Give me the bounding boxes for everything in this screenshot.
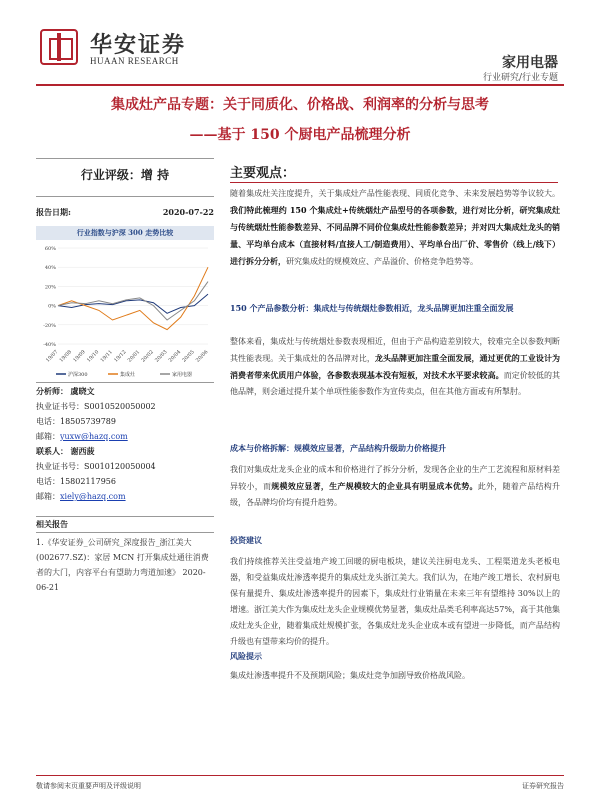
x-tick-label: 19/08 — [58, 349, 74, 364]
y-tick-label: 60% — [44, 246, 56, 252]
y-tick-label: -40% — [43, 342, 56, 348]
cost-text-a: 我们对集成灶龙头企业的成本和价格进行了拆分分析，发现各企业的生产工艺流程和原材料差异较小，而 — [230, 465, 560, 491]
brand-name-cn: 华安证券 — [90, 32, 187, 58]
footer-label: 证券研究报告 — [522, 782, 564, 790]
section-params-heading: 150 个产品参数分析：集成灶与传统烟灶参数相近，龙头品牌更加注重全面发展 — [230, 303, 514, 313]
related-reports-label: 相关报告 — [36, 519, 68, 529]
legend-label: 沪深300 — [68, 372, 88, 378]
related-report-item[interactable]: 1.《华安证券_公司研究_深度报告_浙江美大(002677.SZ)：家居 MCN 打开集成灶通往消费者的大门，内容平台有望助力弯道加速》 2020-06-21 — [36, 538, 209, 592]
index-chart-svg — [36, 242, 214, 380]
industry-rating — [36, 166, 214, 183]
x-tick-label: 20/03 — [154, 349, 169, 364]
cost-text-c: 此外，随着产品结构升级，各品牌均价均有提升趋势。 — [230, 482, 561, 507]
section-cost-heading: 成本与价格拆解：规模效应显著，产品结构升级助力价格提升 — [230, 443, 446, 453]
report-subtitle: ——基于 150 个厨电产品梳理分析 — [189, 127, 411, 143]
chart-title: 行业指数与沪深 300 走势比较 — [36, 226, 214, 240]
index-chart — [36, 242, 214, 380]
x-tick-label: 20/04 — [167, 349, 183, 364]
company-logo — [40, 29, 78, 65]
analyst-email-link[interactable]: yuxw@hazq.com — [60, 432, 128, 441]
y-tick-label: -20% — [43, 322, 56, 329]
params-text-c: 而定价较低的其他品牌，则会通过提升某个单项性能参数作为宣传卖点，但在其他方面或有所掣肘。 — [230, 371, 561, 396]
analyst-email-label: 邮箱： — [36, 432, 60, 441]
left-divider-top — [36, 158, 214, 159]
params-text-a: 整体来看，集成灶与传统烟灶参数表现相近，但由于产品构造差别较大，较难完全以参数判断其性能表现。关于集成灶的各品牌对比， — [230, 337, 560, 363]
footer-disclaimer: 敬请参阅末页重要声明及评级说明 — [36, 782, 141, 790]
analyst-name: 虞晓文 — [70, 386, 95, 396]
x-tick-label: 19/10 — [85, 349, 101, 364]
x-tick-label: 19/07 — [44, 349, 60, 364]
summary-text-c: 研究集成灶的规模效应、产品溢价、价格竞争趋势等。 — [286, 257, 478, 266]
x-tick-label: 19/09 — [72, 349, 87, 364]
footer-divider — [36, 775, 564, 776]
contact-email-label: 邮箱： — [36, 492, 60, 501]
contact-phone: 电话：15802117956 — [36, 477, 116, 486]
risk-paragraph: 集成灶渗透率提升不及预期风险；集成灶竞争加剧导致价格战风险。 — [230, 671, 470, 680]
y-tick-label: 20% — [44, 284, 56, 291]
invest-paragraph: 我们持续推荐关注受益地产竣工回暖的厨电板块，建议关注厨电龙头、工程渠道龙头老板电器，和受益集成灶渗透率提升的集成灶龙头浙江美大。我们认为，在地产竣工增长、农村厨电保有量提升、集成灶渗透率提升的因素下，集成灶行业销量在未来三年有望维持 30%以上的增速。浙江美大作为集成灶龙头企业规模优势显著，集成灶品类毛利率高达57%，高于其他集成灶龙头企业，随着集成灶规模扩张，各集成灶龙头企业成本或有望进一步降低，而产品结构升级也有望带来均价的提升。 — [230, 557, 560, 646]
main-heading: 主要观点： — [230, 166, 296, 181]
cost-paragraph — [230, 462, 560, 511]
contact-label: 联系人： — [36, 446, 68, 456]
sector-title: 家用电器 — [502, 55, 558, 71]
section-risk-heading: 风险提示 — [230, 651, 262, 661]
analyst-label: 分析师： — [36, 386, 68, 396]
x-tick-label: 20/02 — [140, 349, 155, 364]
report-type: 行业研究/行业专题 — [482, 73, 558, 83]
contact-email-link[interactable]: xiely@hazq.com — [60, 492, 126, 501]
analyst-cert: 执业证书号：S0010520050002 — [36, 402, 156, 411]
x-tick-label: 20/06 — [194, 349, 210, 364]
main-divider — [230, 182, 558, 183]
cost-text-b: 规模效应显著，生产规模较大的企业具有明显成本优势。 — [271, 481, 478, 491]
x-tick-label: 19/11 — [99, 349, 114, 364]
report-date — [36, 207, 214, 218]
contact-cert: 执业证书号：S0010120050004 — [36, 462, 156, 471]
params-paragraph — [230, 334, 560, 400]
left-divider-2 — [36, 382, 214, 383]
brand-name-en: HUAAN RESEARCH — [90, 56, 179, 66]
y-tick-label: 40% — [44, 265, 56, 272]
section-invest-heading: 投资建议 — [230, 535, 262, 545]
x-tick-label: 19/12 — [113, 349, 128, 364]
analyst-block — [36, 384, 214, 504]
summary-paragraph — [230, 186, 560, 270]
legend-label: 集成灶 — [120, 372, 136, 378]
left-divider-4 — [36, 532, 214, 533]
left-divider — [36, 196, 214, 197]
rating-value: 增 持 — [140, 168, 170, 182]
summary-text-a: 随着集成灶关注度提升，关于集成灶产品性能表现、同质化竞争、未来发展趋势等争议较大。 — [230, 189, 560, 198]
legend-label: 家用电器 — [172, 372, 193, 378]
left-divider-3 — [36, 516, 214, 517]
contact-name: 谢西菠 — [70, 446, 95, 456]
report-title: 集成灶产品专题：关于同质化、价格战、利润率的分析与思考 — [111, 97, 489, 113]
header-divider — [36, 84, 564, 86]
params-text-b: 龙头品牌更加注重全面发展，通过更优的工业设计为消费者带来优质用户体验，各参数表现基本没有短板，对技术水平要求较高。 — [230, 353, 561, 380]
analyst-phone: 电话：18505739789 — [36, 417, 116, 426]
date-value: 2020-07-22 — [162, 207, 214, 217]
rating-label: 行业评级： — [80, 168, 141, 182]
date-label: 报告日期: — [36, 207, 71, 217]
x-tick-label: 20/05 — [181, 349, 196, 364]
x-tick-label: 20/01 — [126, 349, 142, 364]
summary-text-b: 我们特此梳理约 150 个集成灶+传统烟灶产品型号的各项参数，进行对比分析，研究集成灶与传统烟灶性能参数差异、不同品牌不同价位集成灶性能参数差异；并对四大集成灶龙头的销量、平均单台成本（直接材料/直接人工/制造费用）、平均单台出厂价、零售价（线上/线下）进行拆分分析， — [230, 205, 560, 266]
y-tick-label: 0% — [48, 303, 56, 310]
